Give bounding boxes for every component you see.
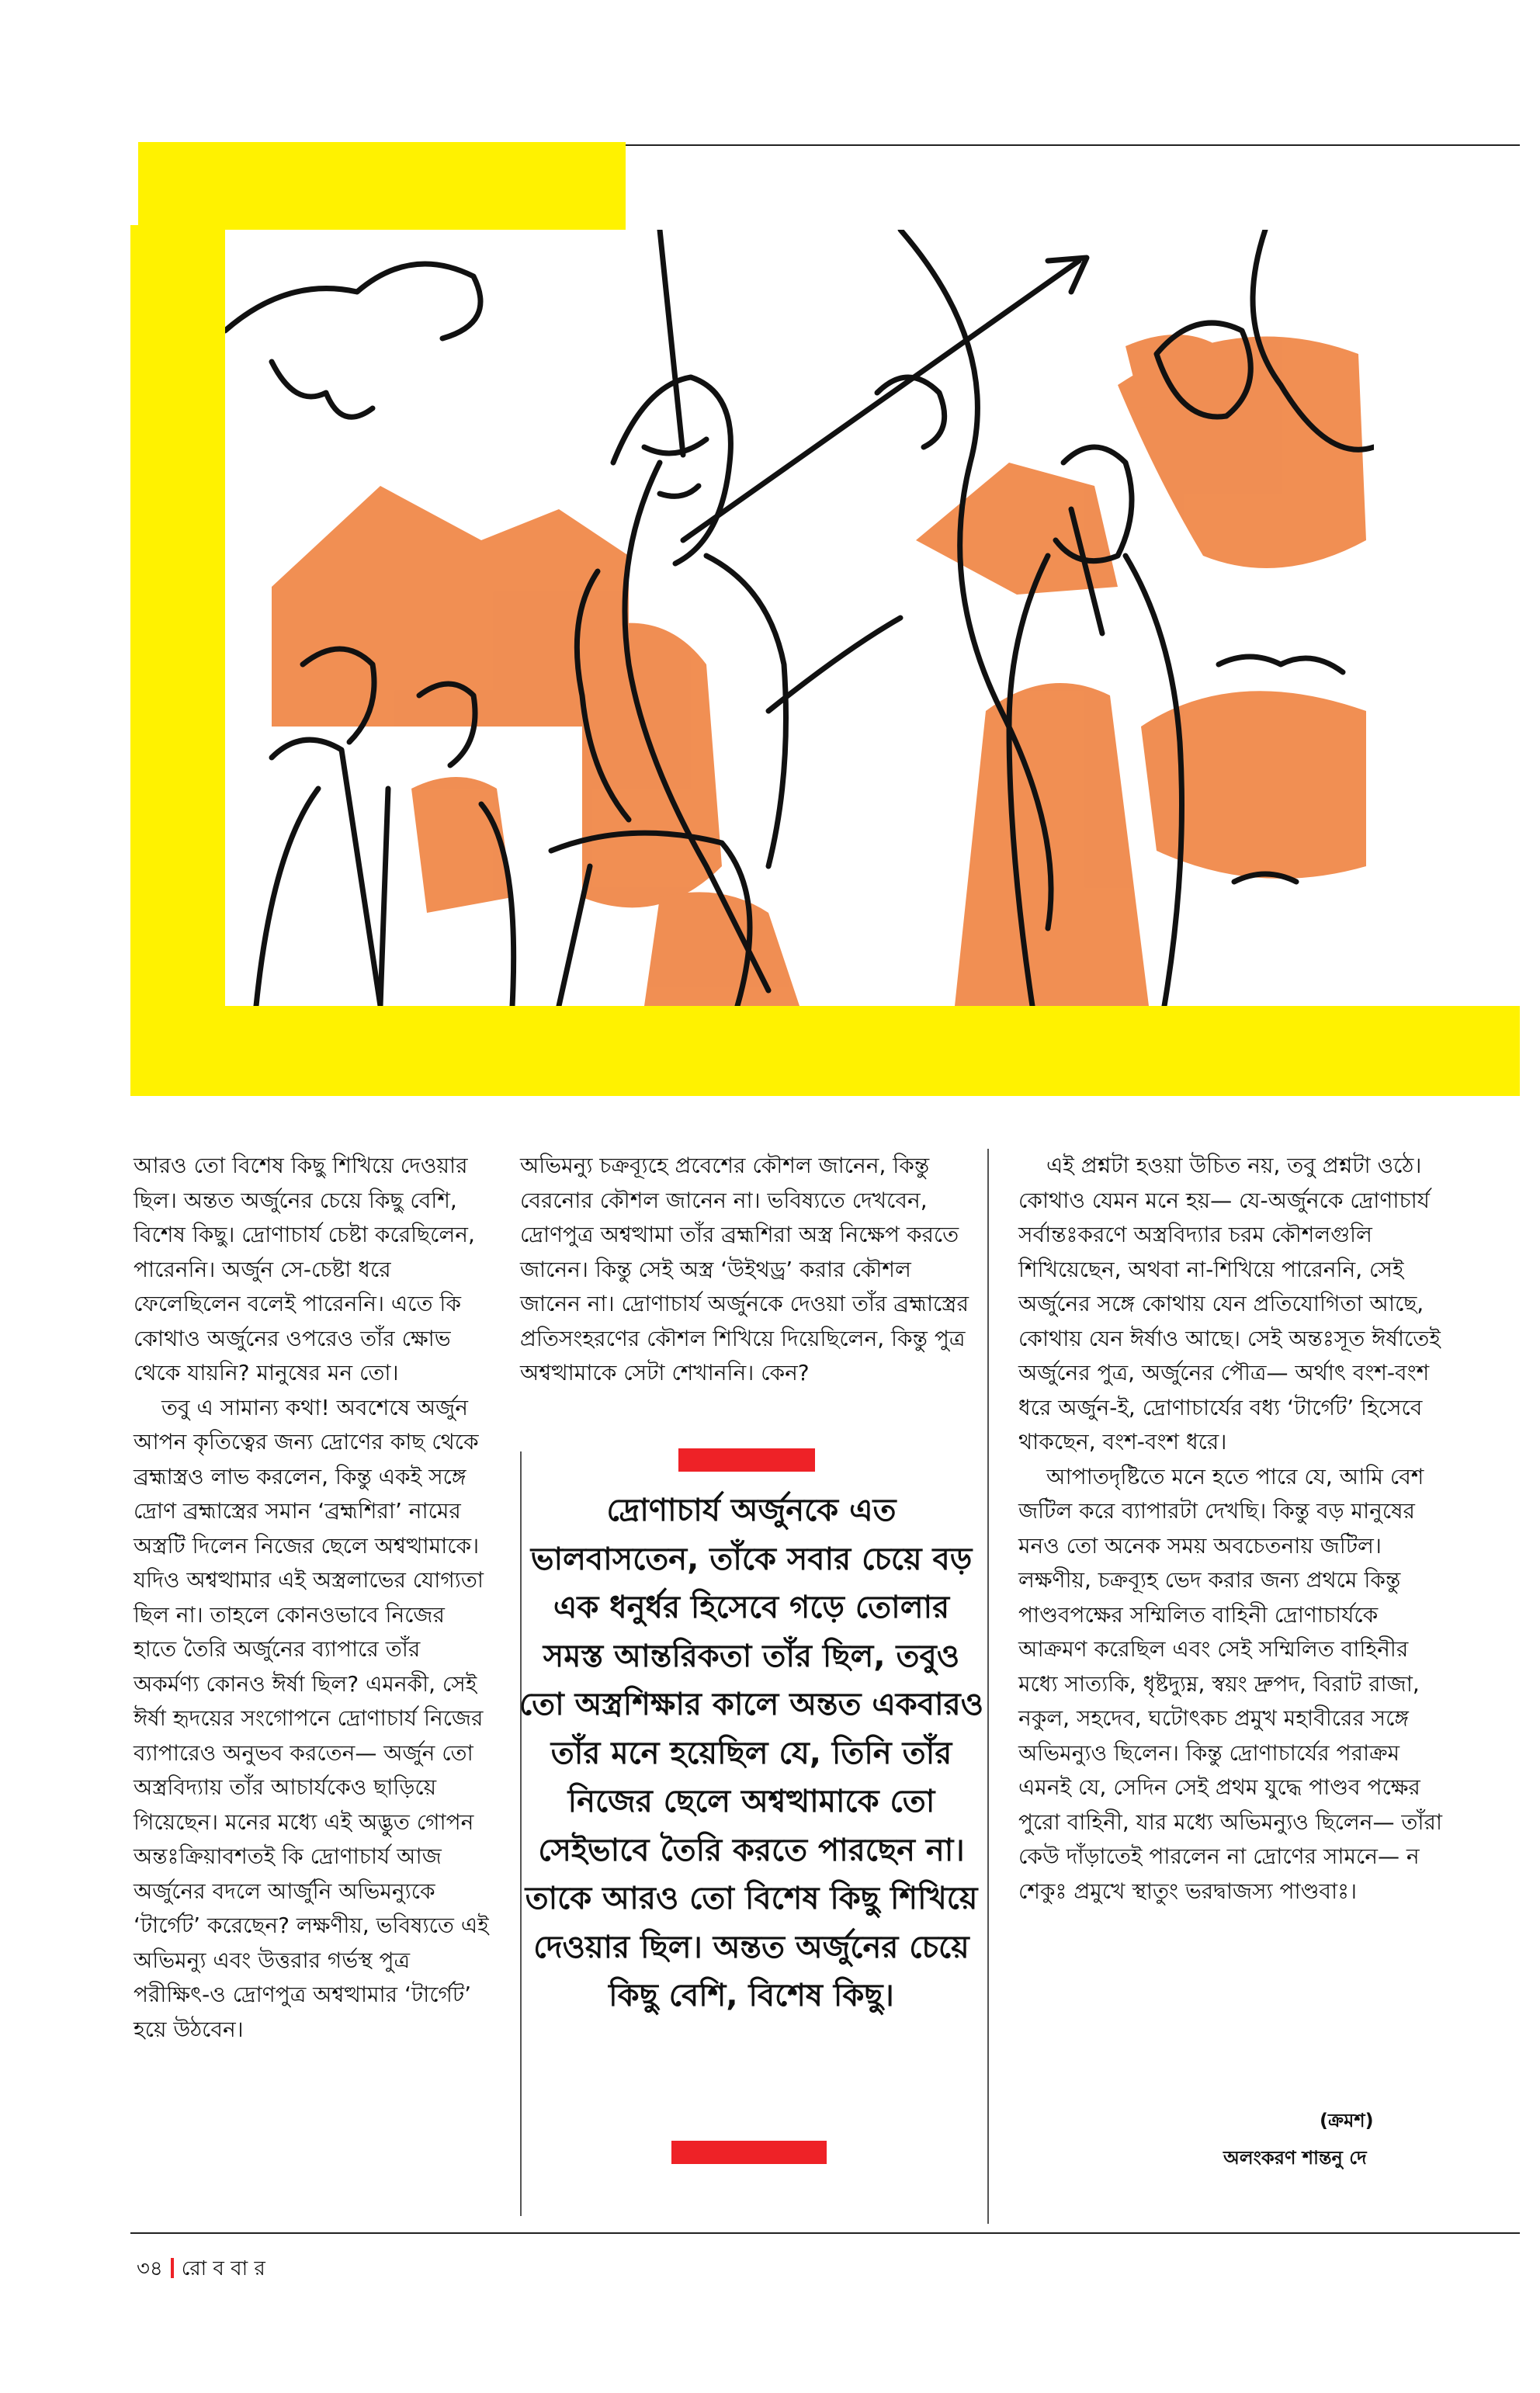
article-column-right bbox=[1018, 1149, 1453, 1909]
illustration bbox=[225, 230, 1374, 1006]
illustration-drawing bbox=[225, 230, 1374, 1006]
page-number: ৩৪ bbox=[137, 2257, 163, 2280]
folio-divider bbox=[171, 2258, 174, 2278]
illustration-credit: অলংকরণ শান্তনু দে bbox=[1223, 2147, 1367, 2169]
article-column-middle bbox=[520, 1149, 978, 1391]
article-column-left bbox=[134, 1149, 491, 2047]
article-paragraph: আপাতদৃষ্টিতে মনে হতে পারে যে, আমি বেশ জটিল করে ব্যাপারটা দেখছি। কিন্তু বড় মানুষের মনও তো অনেক সময় অবচেতনায় জটিল। লক্ষণীয়, চক্রব্যূহ ভেদ করার জন্য প্রথমে কিন্তু পাণ্ডবপক্ষের সম্মিলিত বাহিনী দ্রোণাচার্যকে আক্রমণ করেছিল এবং সেই সম্মিলিত বাহিনীর মধ্যে সাত্যকি, ধৃষ্টদ্যুম্ন, স্বয়ং দ্রুপদ, বিরাট রাজা, নকুল, সহদেব, ঘটোৎকচ প্রমুখ মহাবীরের সঙ্গে অভিমন্যুও ছিলেন। কিন্তু দ্রোণাচার্যের পরাক্রম এমনই যে, সেদিন সেই প্রথম যুদ্ধে পাণ্ডব পক্ষের পুরো বাহিনী, যার মধ্যে অভিমন্যুও ছিলেন— তাঁরা কেউ দাঁড়াতেই পারলেন না দ্রোণের সামনে— ন শেকুঃ প্রমুখে স্থাতুং ভরদ্বাজস্য পাণ্ডবাঃ। bbox=[1018, 1463, 1443, 1904]
pull-quote-bar-bottom bbox=[671, 2141, 827, 2164]
article-paragraph: আরও তো বিশেষ কিছু শিখিয়ে দেওয়ার ছিল। অন্তত অর্জুনের চেয়ে কিছু বেশি, বিশেষ কিছু। দ্রোণাচার্য চেষ্টা করেছিলেন, পারেননি। অর্জুন সে-চেষ্টা ধরে ফেলেছিলেন বলেই পারেননি। এতে কি কোথাও অর্জুনের ওপরেও তাঁর ক্ষোভ থেকে যায়নি? মানুষের মন তো। bbox=[134, 1153, 475, 1386]
pull-quote bbox=[519, 1486, 984, 2020]
yellow-frame-top bbox=[138, 142, 626, 232]
pull-quote-bar-top bbox=[678, 1448, 815, 1472]
yellow-frame-side bbox=[130, 225, 225, 1048]
bottom-rule bbox=[130, 2232, 1520, 2234]
article-paragraph: অভিমন্যু চক্রব্যূহে প্রবেশের কৌশল জানেন, কিন্তু বেরনোর কৌশল জানেন না। ভবিষ্যতে দেখবেন, দ্রোণপুত্র অশ্বত্থামা তাঁর ব্রহ্মশিরা অস্ত্র নিক্ষেপ করতে জানেন। কিন্তু সেই অস্ত্র ‘উইথড্র’ করার কৌশল জানেন না। দ্রোণাচার্য অর্জুনকে দেওয়া তাঁর ব্রহ্মাস্ত্রের প্রতিসংহরণের কৌশল শিখিয়ে দিয়েছিলেন, কিন্তু পুত্র অশ্বত্থামাকে সেটা শেখাননি। কেন? bbox=[520, 1153, 969, 1386]
continued-note: (ক্রমশ) bbox=[1320, 2110, 1374, 2131]
yellow-frame-bottom bbox=[130, 1006, 1520, 1096]
pull-quote-text: দ্রোণাচার্য অর্জুনকে এত ভালবাসতেন, তাঁকে সবার চেয়ে বড় এক ধনুর্ধর হিসেবে গড়ে তোলার সমস্ত আন্তরিকতা তাঁর ছিল, তবুও তো অস্ত্রশিক্ষার কালে অন্তত একবারও তাঁর মনে হয়েছিল যে, তিনি তাঁর নিজের ছেলে অশ্বত্থামাকে তো সেইভাবে তৈরি করতে পারছেন না। তাকে আরও তো বিশেষ কিছু শিখিয়ে দেওয়ার ছিল। অন্তত অর্জুনের চেয়ে কিছু বেশি, বিশেষ কিছু। bbox=[519, 1493, 984, 2013]
article-paragraph: তবু এ সামান্য কথা! অবশেষে অর্জুন আপন কৃতিত্বের জন্য দ্রোণের কাছ থেকে ব্রহ্মাস্ত্রও লাভ করলেন, কিন্তু একই সঙ্গে দ্রোণ ব্রহ্মাস্ত্রের সমান ‘ব্রহ্মশিরা’ নামের অস্ত্রটি দিলেন নিজের ছেলে অশ্বত্থামাকে। যদিও অশ্বত্থামার এই অস্ত্রলাভের যোগ্যতা ছিল না। তাহলে কোনওভাবে নিজের হাতে তৈরি অর্জুনের ব্যাপারে তাঁর অকর্মণ্য কোনও ঈর্ষা ছিল? এমনকী, সেই ঈর্ষা হৃদয়ের সংগোপনে দ্রোণাচার্য নিজের ব্যাপারেও অনুভব করতেন— অর্জুন তো অস্ত্রবিদ্যায় তাঁর আচার্যকেও ছাড়িয়ে গিয়েছেন। মনের মধ্যে এই অদ্ভুত গোপন অন্তঃক্রিয়াবশতই কি দ্রোণাচার্য আজ অর্জুনের বদলে আর্জুনি অভিমন্যুকে ‘টার্গেট’ করেছেন? লক্ষণীয়, ভবিষ্যতে এই অভিমন্যু এবং উত্তরার গর্ভস্থ পুত্র পরীক্ষিৎ-ও দ্রোণপুত্র অশ্বত্থামার ‘টার্গেট’ হয়ে উঠবেন। bbox=[134, 1394, 489, 2042]
magazine-name: রো ব বা র bbox=[181, 2257, 265, 2280]
top-rule bbox=[626, 144, 1520, 146]
column-divider bbox=[987, 1149, 989, 2224]
page-folio bbox=[137, 2253, 265, 2287]
article-paragraph: এই প্রশ্নটা হওয়া উচিত নয়, তবু প্রশ্নটা ওঠে। কোথাও যেমন মনে হয়— যে-অর্জুনকে দ্রোণাচার্য সর্বান্তঃকরণে অস্ত্রবিদ্যার চরম কৌশলগুলি শিখিয়েছেন, অথবা না-শিখিয়ে পারেননি, সেই অর্জুনের সঙ্গে কোথায় যেন প্রতিযোগিতা আছে, কোথায় যেন ঈর্ষাও আছে। সেই অন্তঃসূত ঈর্ষাতেই অর্জুনের পুত্র, অর্জুনের পৌত্র— অর্থাৎ বংশ-বংশ ধরে অর্জুন-ই, দ্রোণাচার্যের বধ্য ‘টার্গেট’ হিসেবে থাকছেন, বংশ-বংশ ধরে। bbox=[1018, 1153, 1441, 1455]
